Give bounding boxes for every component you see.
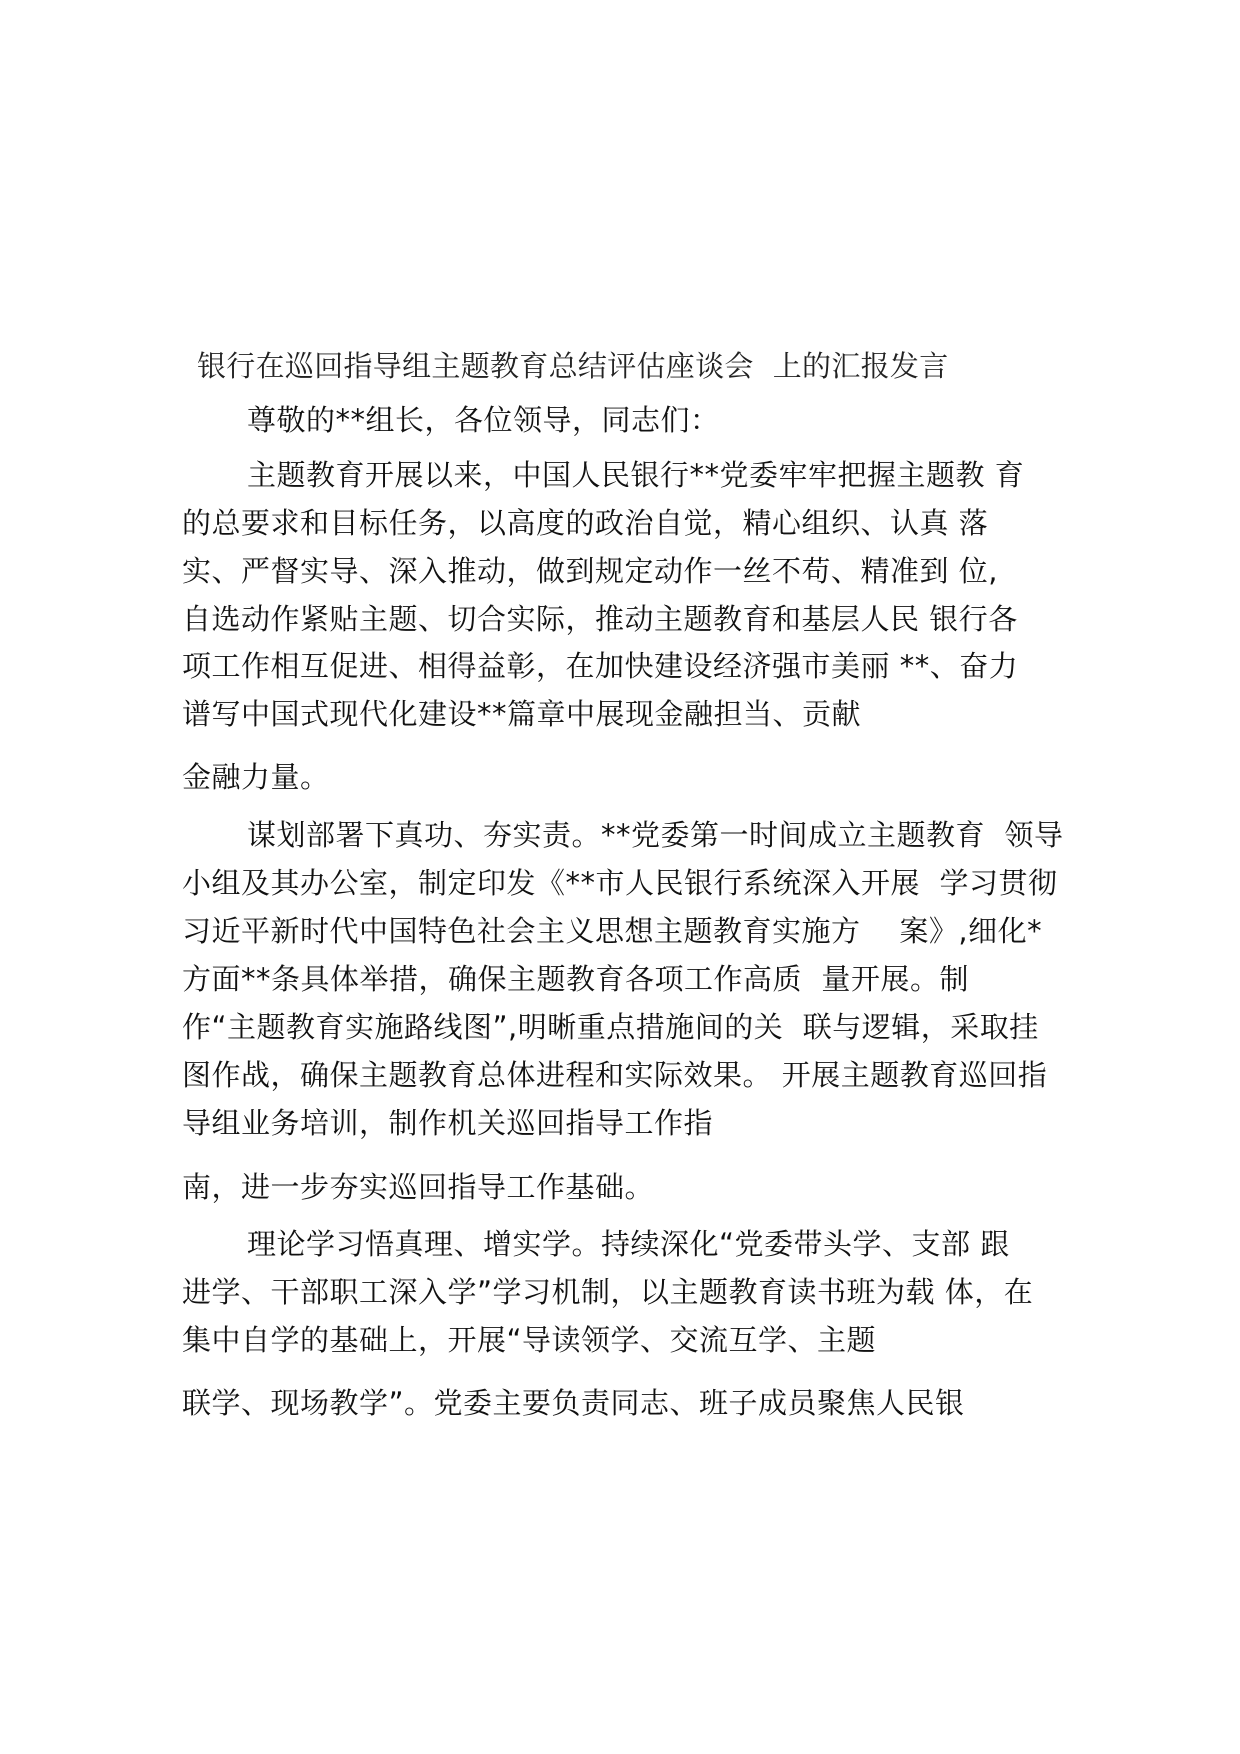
paragraph3-line: 理论学习悟真理、增实学。持续深化“党委带头学、支部 跟: [247, 1227, 1010, 1261]
paragraph3-line: 集中自学的基础上，开展“导读领学、交流互学、主题: [182, 1323, 877, 1357]
paragraph3-line: 联学、现场教学”。党委主要负责同志、班子成员聚焦人民银: [182, 1386, 965, 1420]
paragraph2-line: 导组业务培训，制作机关巡回指导工作指: [182, 1106, 714, 1140]
paragraph1-line: 自选动作紧贴主题、切合实际，推动主题教育和基层人民 银行各: [182, 602, 1018, 636]
paragraph2-line: 作“主题教育实施路线图”,明晰重点措施间的关 联与逻辑，采取挂: [182, 1010, 1039, 1044]
paragraph2-line: 南，进一步夯实巡回指导工作基础。: [182, 1170, 655, 1204]
paragraph1-line: 主题教育开展以来，中国人民银行**党委牢牢把握主题教 育: [247, 458, 1025, 492]
paragraph1-line: 实、严督实导、深入推动，做到规定动作一丝不苟、精准到 位,: [182, 554, 998, 588]
paragraph1-line: 的总要求和目标任务，以高度的政治自觉，精心组织、认真 落: [182, 506, 989, 540]
paragraph2-line: 习近平新时代中国特色社会主义思想主题教育实施方 案》,细化*: [182, 914, 1043, 948]
paragraph2-line: 图作战，确保主题教育总体进程和实际效果。 开展主题教育巡回指: [182, 1058, 1048, 1092]
paragraph2-line: 方面**条具体举措，确保主题教育各项工作高质 量开展。制: [182, 962, 969, 996]
paragraph1-line: 谱写中国式现代化建设**篇章中展现金融担当、贡献: [182, 697, 862, 731]
paragraph2-line: 小组及其办公室，制定印发《**市人民银行系统深入开展 学习贯彻: [182, 866, 1058, 900]
paragraph3-line: 进学、干部职工深入学”学习机制，以主题教育读书班为载 体，在: [182, 1275, 1034, 1309]
document-title: 银行在巡回指导组主题教育总结评估座谈会 上的汇报发言: [197, 349, 949, 383]
paragraph1-line: 金融力量。: [182, 760, 330, 794]
paragraph2-line: 谋划部署下真功、夯实责。**党委第一时间成立主题教育 领导: [247, 818, 1064, 852]
paragraph1-line: 项工作相互促进、相得益彰，在加快建设经济强市美丽 **、奋力: [182, 649, 1019, 683]
salutation: 尊敬的**组长，各位领导，同志们：: [247, 403, 720, 437]
